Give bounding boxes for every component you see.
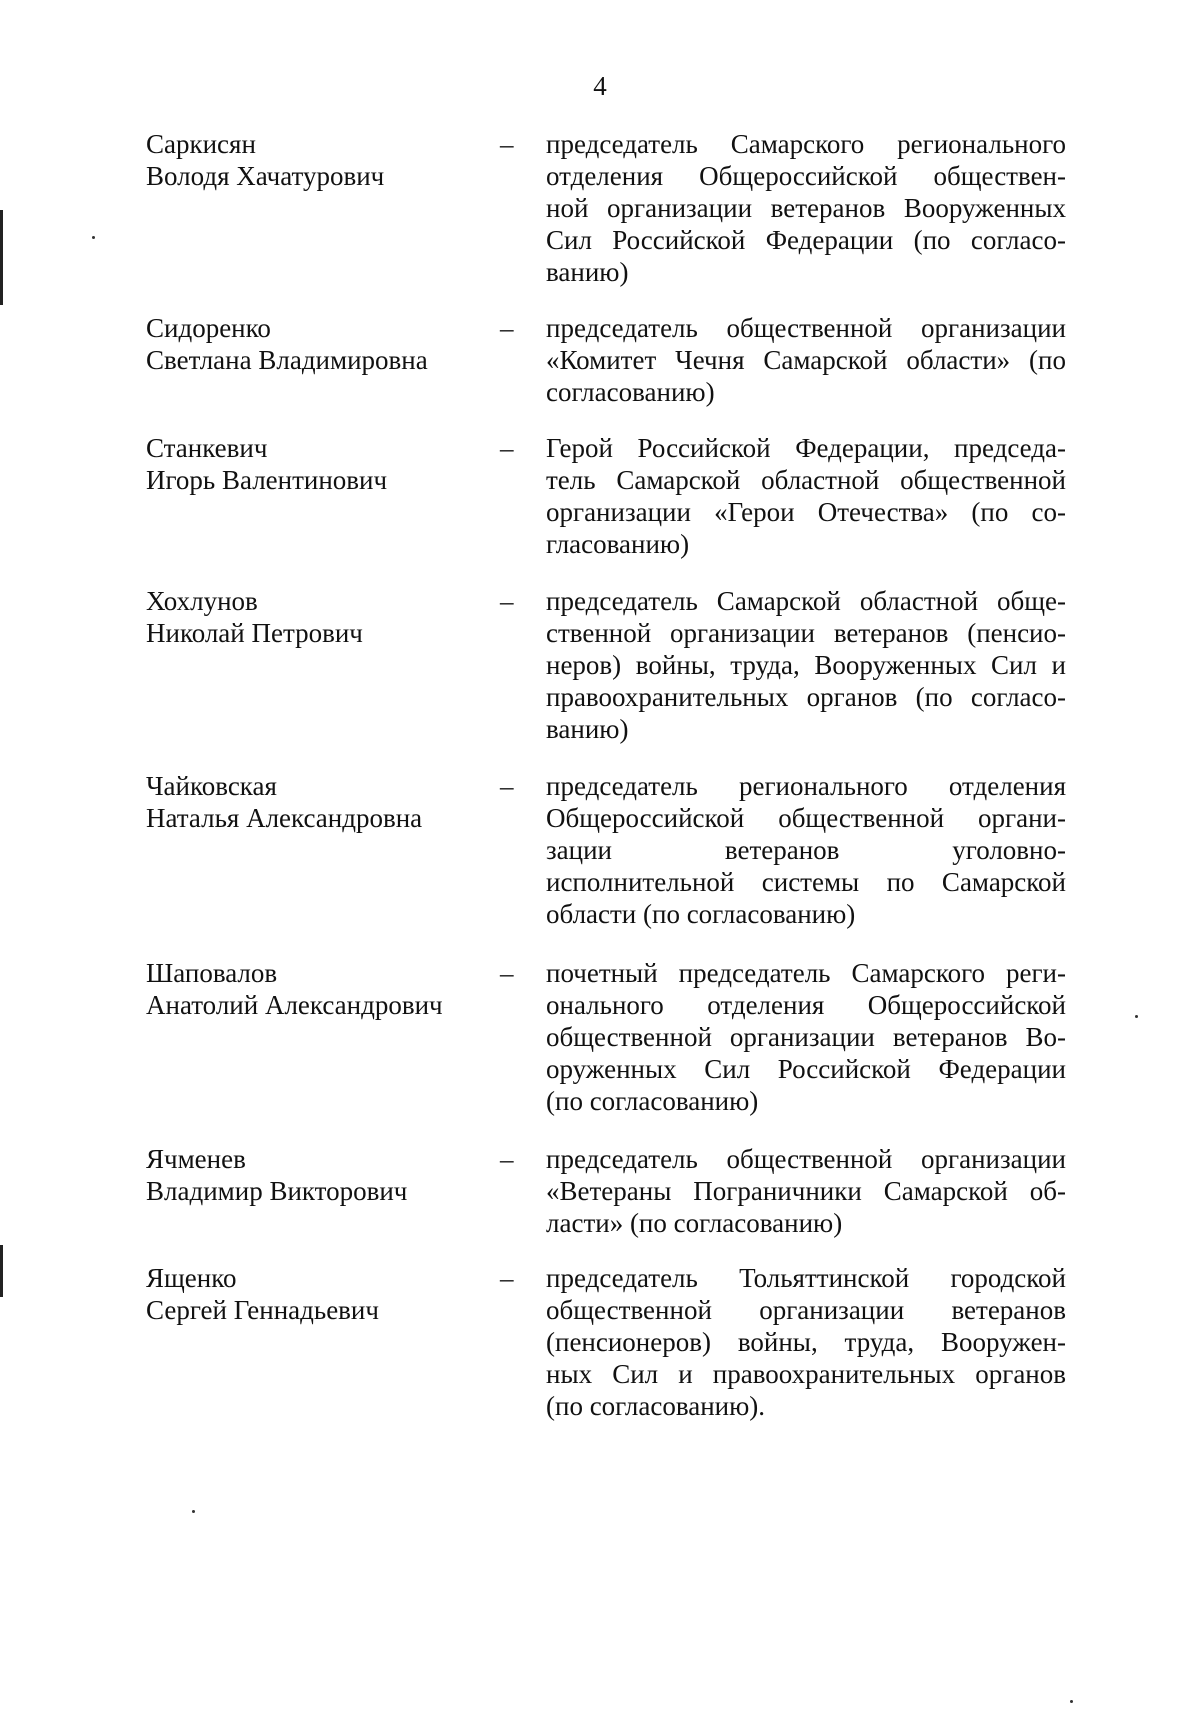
member-name bbox=[146, 128, 486, 192]
member-name bbox=[146, 1143, 486, 1207]
entry-dash: – bbox=[500, 1263, 514, 1293]
entry-dash: – bbox=[500, 129, 514, 159]
role-line: Общероссийской общественной органи- bbox=[546, 803, 1066, 833]
member-role bbox=[546, 957, 1066, 1117]
member-role bbox=[546, 1143, 1066, 1239]
member-name bbox=[146, 957, 486, 1021]
role-line: общественной организации ветеранов Во- bbox=[546, 1022, 1066, 1052]
role-line: тель Самарской областной общественной bbox=[546, 465, 1066, 495]
member-role bbox=[546, 585, 1066, 745]
member-surname: Станкевич bbox=[146, 433, 268, 463]
member-name bbox=[146, 770, 486, 834]
member-name bbox=[146, 1262, 486, 1326]
role-line: гласованию) bbox=[546, 529, 690, 559]
member-name bbox=[146, 312, 486, 376]
entry-dash: – bbox=[500, 1144, 514, 1174]
scan-speck bbox=[1135, 1015, 1138, 1018]
entry-dash: – bbox=[500, 586, 514, 616]
role-line: оруженных Сил Российской Федерации bbox=[546, 1054, 1066, 1084]
entry-dash: – bbox=[500, 771, 514, 801]
role-line: председатель Самарского регионального bbox=[546, 129, 1066, 159]
member-given-names: Анатолий Александрович bbox=[146, 990, 443, 1020]
role-line: онального отделения Общероссийской bbox=[546, 990, 1066, 1020]
role-line: председатель общественной организации bbox=[546, 1144, 1066, 1174]
entry-dash: – bbox=[500, 433, 514, 463]
member-surname: Шаповалов bbox=[146, 958, 278, 988]
member-given-names: Николай Петрович bbox=[146, 618, 363, 648]
role-line: «Комитет Чечня Самарской области» (по bbox=[546, 345, 1066, 375]
member-role bbox=[546, 128, 1066, 288]
scan-speck bbox=[1070, 1700, 1073, 1703]
role-line: председатель общественной организации bbox=[546, 313, 1066, 343]
member-given-names: Наталья Александровна bbox=[146, 803, 423, 833]
role-line: организации «Герои Отечества» (по со- bbox=[546, 497, 1066, 527]
entry-dash: – bbox=[500, 313, 514, 343]
role-line: почетный председатель Самарского реги- bbox=[546, 958, 1066, 988]
role-line: ственной организации ветеранов (пенсио- bbox=[546, 618, 1066, 648]
member-name bbox=[146, 432, 486, 496]
page-number: 4 bbox=[593, 71, 607, 101]
role-line: ванию) bbox=[546, 257, 629, 287]
role-line: «Ветераны Пограничники Самарской об- bbox=[546, 1176, 1066, 1206]
role-line: отделения Общероссийской обществен- bbox=[546, 161, 1066, 191]
member-surname: Саркисян bbox=[146, 129, 256, 159]
member-surname: Ячменев bbox=[146, 1144, 246, 1174]
role-line: председатель регионального отделения bbox=[546, 771, 1066, 801]
role-line: (по согласованию) bbox=[546, 1086, 759, 1116]
role-line: председатель Самарской областной обще- bbox=[546, 586, 1066, 616]
role-line: ных Сил и правоохранительных органов bbox=[546, 1359, 1066, 1389]
role-line: области (по согласованию) bbox=[546, 899, 856, 929]
member-role bbox=[546, 432, 1066, 560]
role-line: Сил Российской Федерации (по согласо- bbox=[546, 225, 1066, 255]
role-line: правоохранительных органов (по согласо- bbox=[546, 682, 1066, 712]
member-given-names: Сергей Геннадьевич bbox=[146, 1295, 379, 1325]
role-line: ласти» (по согласованию) bbox=[546, 1208, 843, 1238]
member-given-names: Светлана Владимировна bbox=[146, 345, 428, 375]
role-line: общественной организации ветеранов bbox=[546, 1295, 1066, 1325]
member-surname: Хохлунов bbox=[146, 586, 258, 616]
role-line: (пенсионеров) войны, труда, Вооружен- bbox=[546, 1327, 1066, 1357]
scan-speck bbox=[92, 236, 95, 239]
role-line: председатель Тольяттинской городской bbox=[546, 1263, 1066, 1293]
role-line: Герой Российской Федерации, председа- bbox=[546, 433, 1066, 463]
member-surname: Сидоренко bbox=[146, 313, 271, 343]
member-given-names: Владимир Викторович bbox=[146, 1176, 408, 1206]
member-role bbox=[546, 1262, 1066, 1422]
scan-edge-mark bbox=[0, 1245, 3, 1297]
role-line: неров) войны, труда, Вооруженных Сил и bbox=[546, 650, 1066, 680]
role-line: исполнительной системы по Самарской bbox=[546, 867, 1066, 897]
role-line: ванию) bbox=[546, 714, 629, 744]
member-surname: Ященко bbox=[146, 1263, 237, 1293]
member-role bbox=[546, 770, 1066, 930]
role-line: согласованию) bbox=[546, 377, 715, 407]
entry-dash: – bbox=[500, 958, 514, 988]
member-given-names: Игорь Валентинович bbox=[146, 465, 388, 495]
scan-edge-mark bbox=[0, 210, 3, 305]
member-role bbox=[546, 312, 1066, 408]
member-surname: Чайковская bbox=[146, 771, 277, 801]
role-line: зации ветеранов уголовно- bbox=[546, 835, 1066, 865]
member-name bbox=[146, 585, 486, 649]
scan-speck bbox=[192, 1510, 195, 1513]
member-given-names: Володя Хачатурович bbox=[146, 161, 385, 191]
role-line: ной организации ветеранов Вооруженных bbox=[546, 193, 1066, 223]
role-line: (по согласованию). bbox=[546, 1391, 766, 1421]
